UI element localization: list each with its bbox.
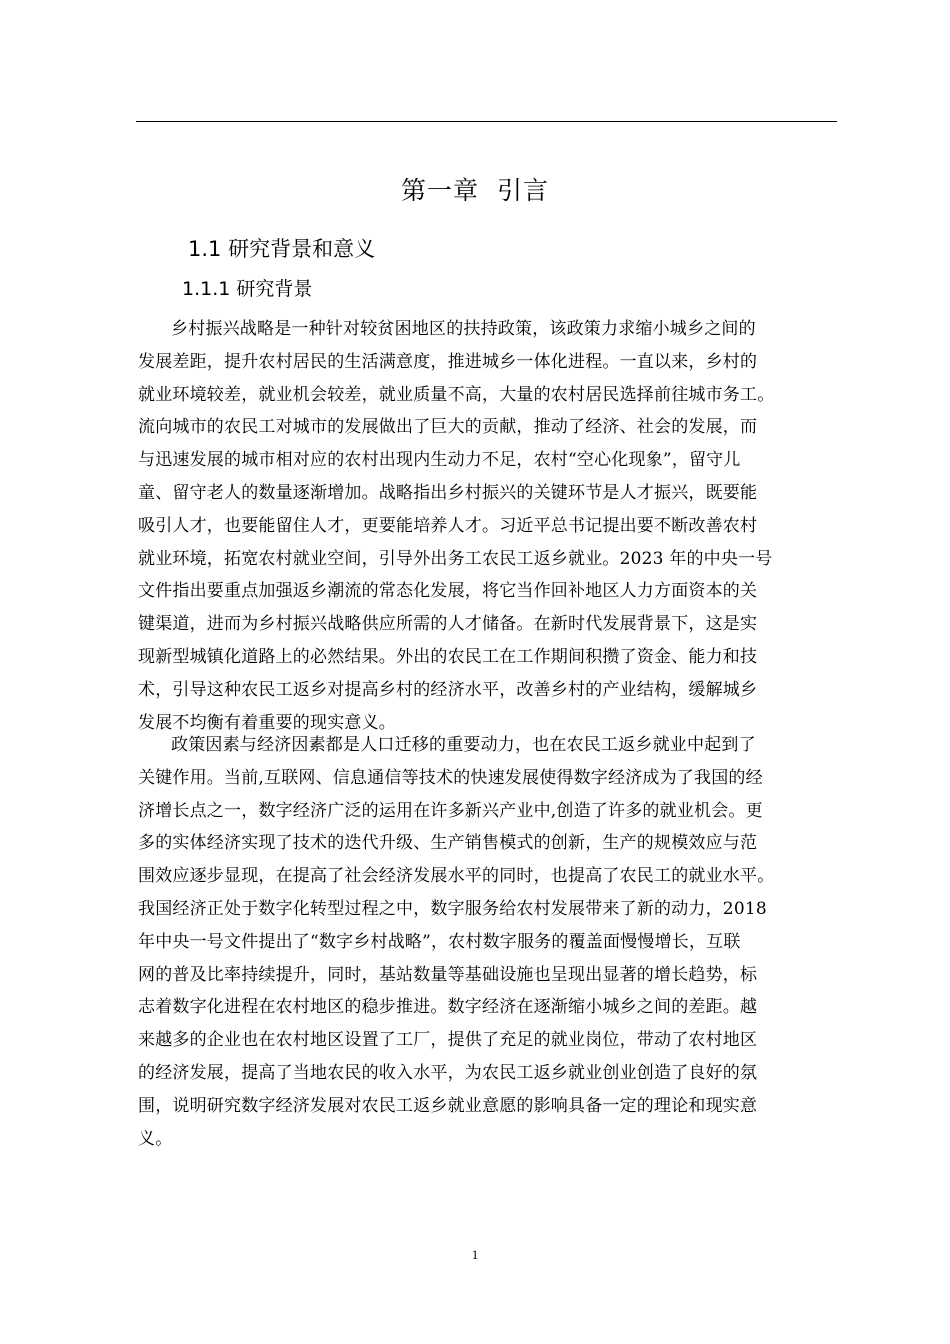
paragraph-line: 年中央一号文件提出了“数字乡村战略”，农村数字服务的覆盖面慢慢增长，互联	[138, 931, 741, 952]
paragraph-line: 与迅速发展的城市相对应的农村出现内生动力不足，农村“空心化现象”，留守儿	[138, 450, 741, 471]
paragraph-line: 流向城市的农民工对城市的发展做出了巨大的贡献，推动了经济、社会的发展，而	[138, 417, 758, 438]
paragraph-line: 文件指出要重点加强返乡潮流的常态化发展，将它当作回补地区人力方面资本的关	[138, 581, 758, 602]
paragraph-line: 术，引导这种农民工返乡对提高乡村的经济水平，改善乡村的产业结构，缓解城乡	[138, 679, 758, 700]
paragraph-line: 键渠道，进而为乡村振兴战略供应所需的人才储备。在新时代发展背景下，这是实	[138, 614, 758, 635]
paragraph-line: 志着数字化进程在农村地区的稳步推进。数字经济在逐渐缩小城乡之间的差距。越	[138, 997, 758, 1018]
paragraph-1	[138, 313, 838, 739]
header-rule	[136, 121, 837, 122]
paragraph-line: 童、留守老人的数量逐渐增加。战略指出乡村振兴的关键环节是人才振兴，既要能	[138, 482, 758, 503]
paragraph-line: 就业环境较差，就业机会较差，就业质量不高，大量的农村居民选择前往城市务工。	[138, 384, 775, 405]
paragraph-line: 来越多的企业也在农村地区设置了工厂，提供了充足的就业岗位，带动了农村地区	[138, 1030, 758, 1051]
paragraph-line: 吸引人才，也要能留住人才，更要能培养人才。习近平总书记提出要不断改善农村	[138, 515, 758, 536]
paragraph-line: 发展不均衡有着重要的现实意义。	[138, 712, 396, 733]
paragraph-line: 围，说明研究数字经济发展对农民工返乡就业意愿的影响具备一定的理论和现实意	[138, 1095, 758, 1116]
paragraph-line: 济增长点之一，数字经济广泛的运用在许多新兴产业中,创造了许多的就业机会。更	[138, 800, 763, 821]
section-title: 1.1 研究背景和意义	[188, 237, 376, 261]
paragraph-line: 多的实体经济实现了技术的迭代升级、生产销售模式的创新，生产的规模效应与范	[138, 833, 758, 854]
page-number: 1	[471, 1247, 479, 1262]
paragraph-line: 政策因素与经济因素都是人口迁移的重要动力，也在农民工返乡就业中起到了	[171, 735, 756, 755]
chapter-title: 第一章 引言	[401, 176, 549, 205]
paragraph-line: 发展差距，提升农村居民的生活满意度，推进城乡一体化进程。一直以来，乡村的	[138, 351, 758, 372]
paragraph-line: 乡村振兴战略是一种针对较贫困地区的扶持政策，该政策力求缩小城乡之间的	[171, 319, 756, 339]
paragraph-line: 围效应逐步显现，在提高了社会经济发展水平的同时，也提高了农民工的就业水平。	[138, 866, 775, 887]
paragraph-line: 的经济发展，提高了当地农民的收入水平，为农民工返乡就业创业创造了良好的氛	[138, 1062, 758, 1083]
paragraph-line: 义。	[138, 1128, 173, 1149]
paragraph-line: 我国经济正处于数字化转型过程之中，数字服务给农村发展带来了新的动力，2018	[138, 898, 767, 919]
subsection-title: 1.1.1 研究背景	[182, 278, 313, 300]
paragraph-line: 网的普及比率持续提升，同时，基站数量等基础设施也呈现出显著的增长趋势，标	[138, 964, 758, 985]
paragraph-line: 关键作用。当前,互联网、信息通信等技术的快速发展使得数字经济成为了我国的经	[138, 767, 763, 788]
paragraph-line: 就业环境，拓宽农村就业空间，引导外出务工农民工返乡就业。2023 年的中央一号	[138, 548, 773, 569]
paragraph-line: 现新型城镇化道路上的必然结果。外出的农民工在工作期间积攒了资金、能力和技	[138, 646, 758, 667]
paragraph-2	[138, 729, 838, 1155]
